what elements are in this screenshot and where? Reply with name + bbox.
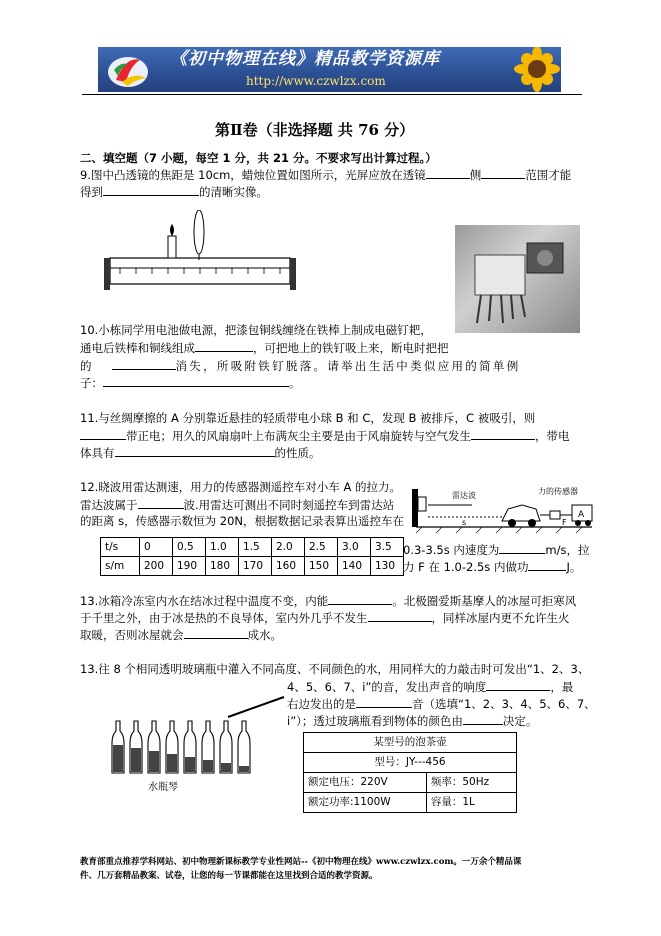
q9-text: 侧 (469, 168, 482, 182)
q10-line1: 10.小栋同学用电池做电源，把漆包铜线缠绕在铁棒上制成电磁钉耙， (80, 323, 432, 337)
q9-blank-image[interactable] (103, 183, 199, 196)
table-cell: 180 (206, 557, 239, 576)
q12-line3: 的距离 s，传感器示数恒为 20N，根据数据记录表算出遥控车在 (80, 514, 405, 528)
optical-bench-figure (100, 210, 300, 295)
q13b-text: ，最 (550, 680, 574, 694)
q11-blank-property[interactable] (115, 444, 275, 457)
q10-text: 的 (80, 359, 92, 373)
table-cell: 3.0 (338, 538, 371, 557)
footer-line2: 件、几万套精品教案、试卷，让您的每一节课都能在这里找到合适的教学资源。 (80, 871, 378, 881)
q10-blank-vanish[interactable] (112, 357, 176, 370)
header-banner (98, 47, 561, 92)
q11-blank-friction[interactable] (471, 427, 535, 440)
q12-blank-speed[interactable] (499, 541, 545, 554)
radar-station-icon (412, 489, 418, 527)
table-row (304, 753, 517, 773)
time-distance-table (100, 537, 404, 576)
q12-text: 雷达波属于 (80, 498, 138, 512)
banner-url: http://www.czwlzx.com (246, 74, 386, 88)
teapot-capacity: 容量：1L (426, 793, 516, 813)
q13a-line2 (80, 609, 570, 627)
q9-text: 得到 (80, 185, 103, 199)
q10-text: 通电后铁棒和铜线组成 (80, 341, 195, 355)
q12-text: 波.用雷达可测出不同时刻遥控车到雷达站 (183, 498, 395, 512)
header-rule (82, 94, 582, 95)
table-cell: 2.5 (305, 538, 338, 557)
teapot-voltage: 额定电压：220V (304, 773, 427, 793)
banner-title: 《初中物理在线》精品教学资源库 (170, 49, 440, 69)
q13a-text: 。北极圈爱斯基摩人的冰屋可拒寒风 (392, 594, 577, 608)
table-cell: 0.5 (173, 538, 206, 557)
q11-line2 (80, 427, 570, 445)
table-row (101, 557, 404, 576)
q9-blank-side[interactable] (426, 166, 470, 179)
table-row (304, 733, 517, 753)
q13a-blank-melt[interactable] (184, 626, 248, 639)
q11-text: 的性质。 (274, 446, 321, 460)
q11-text: 体具有 (80, 446, 115, 460)
section-title: 第Ⅱ卷（非选择题 共 76 分） (215, 121, 415, 139)
table-cell: 1.0 (206, 538, 239, 557)
table-cell: 3.5 (371, 538, 404, 557)
q13b-text: 4、5、6、7、i”的音，发出声音的响度 (287, 680, 487, 694)
table-cell: 140 (338, 557, 371, 576)
q10-blank-device[interactable] (195, 339, 253, 352)
q13b-text: 音（选填“1、2、3、4、5、6、7、 (412, 697, 596, 711)
sunflower-icon (513, 47, 561, 92)
teapot-power: 额定功率:1100W (304, 793, 427, 813)
candle-icon (168, 236, 176, 258)
q13b-text: 右边发出的是 (287, 697, 356, 711)
q10-line3 (80, 357, 521, 375)
q13a-line3 (80, 626, 282, 644)
sensor-label: 力的传感器 (538, 487, 578, 496)
q12-text: 0.3-3.5s 内速度为 (403, 543, 500, 557)
table-cell: 130 (371, 557, 404, 576)
q13a-blank-transfer[interactable] (368, 609, 432, 622)
q11-blank-positive[interactable] (80, 427, 126, 440)
q10-line4 (80, 374, 301, 392)
radar-figure (412, 483, 597, 535)
table-cell: 170 (239, 557, 272, 576)
q13a-text: 取暖，否则冰屋就会 (80, 628, 184, 642)
q11-text: ，带电 (535, 429, 570, 443)
q10-text: 消失，所吸附铁钉脱落。请举出生活中类似应用的简单例 (175, 359, 521, 373)
q12-after1 (403, 541, 589, 559)
xylophone-label: 水瓶琴 (148, 782, 178, 793)
q10-text: 。 (289, 376, 301, 390)
q9-text: 范围才能 (525, 168, 572, 182)
q11-line3 (80, 444, 321, 462)
q12-after2 (403, 558, 581, 576)
q13b-line2 (287, 678, 573, 696)
teapot-spec-table (303, 732, 517, 813)
q13a-text: ，同样冰屋内更不允许生火 (431, 611, 570, 625)
q13a-blank-energy[interactable] (328, 592, 392, 605)
q10-line2 (80, 339, 449, 357)
distance-label: s (462, 518, 467, 527)
q9-text: 的清晰实像。 (199, 185, 268, 199)
force-label: F (562, 518, 567, 527)
logo-icon (104, 50, 152, 90)
q12-blank-wave[interactable] (138, 496, 184, 509)
table-cell: 1.5 (239, 538, 272, 557)
q12-line1: 12.晓波用雷达测速，用力的传感器测遥控车对小车 A 的拉力。 (80, 480, 401, 494)
teapot-frequency: 频率：50Hz (426, 773, 516, 793)
table-row (304, 793, 517, 813)
q13b-line3 (287, 695, 596, 713)
q13a-text: 于千里之外，由于冰是热的不良导体，室内外几乎不发生 (80, 611, 368, 625)
table-cell: 150 (305, 557, 338, 576)
table-row (101, 538, 404, 557)
teapot-model: 型号：JY---456 (304, 753, 517, 773)
q12-text: J。 (566, 560, 582, 574)
q9-blank-range[interactable] (481, 166, 525, 179)
cart-a-label: A (578, 510, 585, 520)
footer-line1: 教育部重点推荐学科网站、初中物理新课标教学专业性网站--《初中物理在线》www.czwlzx.com。一万余个精品课 (80, 857, 522, 867)
q13a-text: 成水。 (247, 628, 282, 642)
mallet-icon (228, 697, 284, 717)
q13b-text: i”）；透过玻璃瓶看到物体的颜色由 (287, 714, 463, 728)
table-cell: 2.0 (272, 538, 305, 557)
q12-line2 (80, 496, 394, 514)
electromagnet-icon (455, 225, 580, 333)
table-cell: t/s (101, 538, 140, 557)
convex-lens-icon (194, 210, 204, 254)
q12-blank-work[interactable] (528, 558, 566, 571)
table-cell: s/m (101, 557, 140, 576)
q13b-blank-note[interactable] (356, 695, 412, 708)
q13b-text: 决定。 (502, 714, 538, 728)
section-heading: 二、填空题（7 小题，每空 1 分，共 21 分。不要求写出计算过程。） (80, 151, 437, 165)
q9-line1 (80, 166, 571, 184)
q9-text: 9.图中凸透镜的焦距是 10cm，蜡烛位置如图所示，光屏应放在透镜 (80, 168, 426, 182)
radar-wave-label: 雷达波 (452, 491, 476, 500)
q10-text: ，可把地上的铁钉吸上来，断电时把把 (253, 341, 449, 355)
q13a-line1 (80, 592, 576, 610)
q11-text: 带正电；用久的风扇扇叶上布满灰尘主要是由于风扇旋转与空气发生 (126, 429, 471, 443)
q11-line1: 11.与丝绸摩擦的 A 分别靠近悬挂的轻质带电小球 B 和 C，发现 B 被排斥，C 被吸引，则 (80, 411, 536, 425)
table-cell: 160 (272, 557, 305, 576)
force-sensor-icon (550, 511, 560, 519)
remote-car-icon (502, 505, 540, 521)
water-bottle-xylophone-figure (108, 695, 288, 795)
q12-text: 力 F 在 1.0-2.5s 内做功 (403, 560, 529, 574)
teapot-title: 某型号的泡茶壶 (304, 733, 517, 753)
q12-text: m/s，拉 (545, 543, 590, 557)
table-row (304, 773, 517, 793)
q10-blank-example[interactable] (103, 374, 289, 387)
footer (80, 855, 590, 883)
q13a-text: 13.冰箱冷冻室内水在结冰过程中温度不变，内能 (80, 594, 329, 608)
electromagnet-photo (455, 225, 580, 333)
q13b-line4 (287, 712, 537, 730)
q9-line2 (80, 183, 268, 201)
q13b-blank-color[interactable] (463, 712, 503, 725)
q13b-line1: 13.往 8 个相同透明玻璃瓶中灌入不同高度、不同颜色的水，用同样大的力敲击时可发出“1、2、3、 (80, 662, 590, 676)
table-cell: 200 (140, 557, 173, 576)
table-cell: 0 (140, 538, 173, 557)
q10-text: 子： (80, 376, 103, 390)
table-cell: 190 (173, 557, 206, 576)
q13b-blank-loudness[interactable] (486, 678, 550, 691)
